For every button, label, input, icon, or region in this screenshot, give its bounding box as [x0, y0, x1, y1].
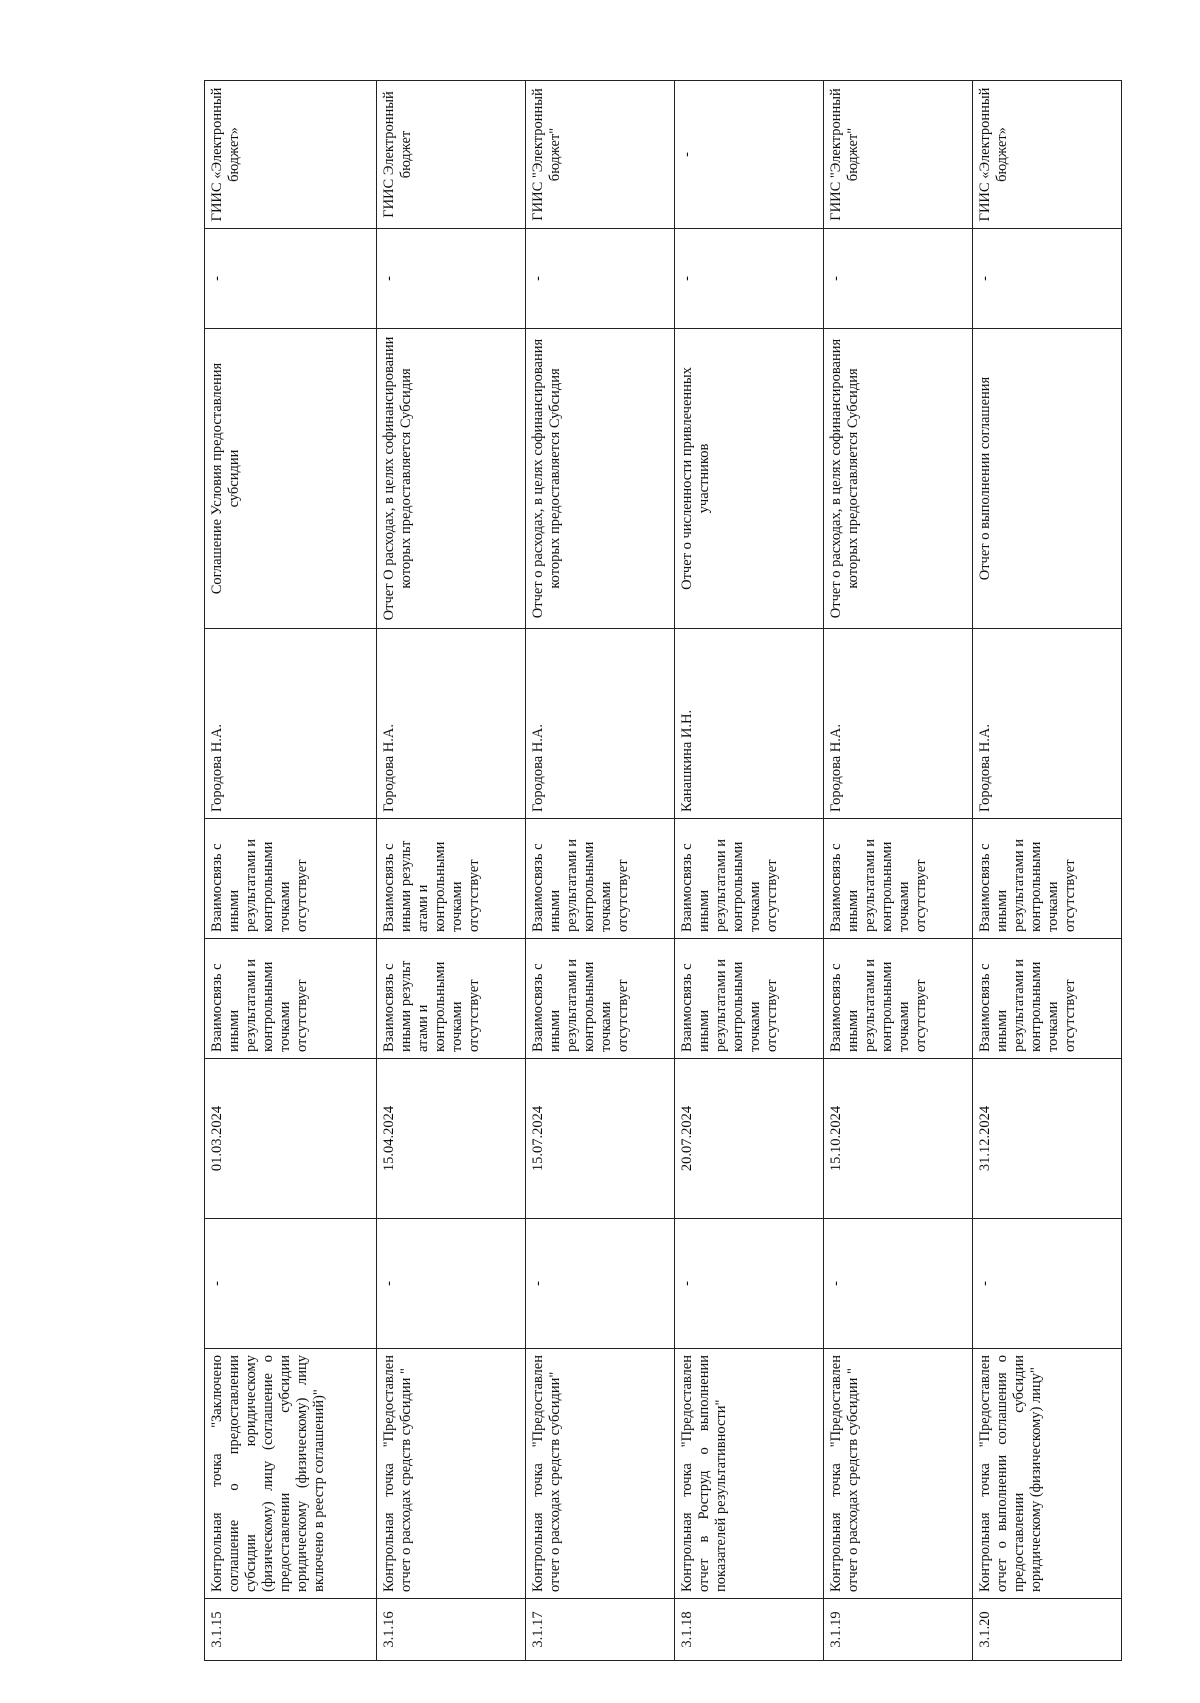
info-system-cell: - — [823, 229, 972, 329]
row-number: 3.1.15 — [205, 1599, 377, 1661]
row-number: 3.1.16 — [376, 1599, 525, 1661]
confirming-document: Отчет о расходах, в целях софинансирования которых предоставляется Субсидия — [525, 329, 674, 629]
row-number: 3.1.17 — [525, 1599, 674, 1661]
predecessor-relation: Взаимосвязь с иными результ атами и контрольными точками отсутствует — [376, 939, 525, 1059]
predecessor-relation: Взаимосвязь с иными результатами и контрольными точками отсутствует — [972, 939, 1121, 1059]
base-value-cell: - — [525, 1219, 674, 1349]
control-point-name: Контрольная точка "Предоставлен отчет о выполнении соглашения о предоставлении субсидии юридическому (физическому) лицу" — [972, 1349, 1121, 1599]
information-system: ГИИС Электронный бюджет — [376, 81, 525, 229]
base-value-cell: - — [972, 1219, 1121, 1349]
due-date: 31.12.2024 — [972, 1059, 1121, 1219]
base-value-cell: - — [376, 1219, 525, 1349]
responsible-person: Городова Н.А. — [376, 629, 525, 819]
confirming-document: Соглашение Условия предоставления субсидии — [205, 329, 377, 629]
row-number: 3.1.18 — [674, 1599, 823, 1661]
confirming-document: Отчет о выполнении соглашения — [972, 329, 1121, 629]
row-number: 3.1.19 — [823, 1599, 972, 1661]
rotated-table-container — [204, 81, 1122, 1661]
predecessor-relation: Взаимосвязь с иными результатами и контрольными точками отсутствует — [823, 939, 972, 1059]
table-row — [376, 81, 525, 1661]
successor-relation: Взаимосвязь с иными результатами и контрольными точками отсутствует — [972, 819, 1121, 939]
information-system: ГИИС "Электронный бюджет" — [525, 81, 674, 229]
information-system: ГИИС «Электронный бюджет» — [972, 81, 1121, 229]
due-date: 15.04.2024 — [376, 1059, 525, 1219]
responsible-person: Городова Н.А. — [823, 629, 972, 819]
due-date: 20.07.2024 — [674, 1059, 823, 1219]
predecessor-relation: Взаимосвязь с иными результатами и контрольными точками отсутствует — [205, 939, 377, 1059]
control-point-name: Контрольная точка "Предоставлен отчет в Роструд о выполнении показателей результативности" — [674, 1349, 823, 1599]
base-value-cell: - — [823, 1219, 972, 1349]
row-number: 3.1.20 — [972, 1599, 1121, 1661]
control-point-name: Контрольная точка "Предоставлен отчет о расходах средств субсидии" — [525, 1349, 674, 1599]
table-row — [972, 81, 1121, 1661]
table-row — [674, 81, 823, 1661]
info-system-cell: - — [674, 229, 823, 329]
successor-relation: Взаимосвязь с иными результатами и контрольными точками отсутствует — [525, 819, 674, 939]
successor-relation: Взаимосвязь с иными результатами и контрольными точками отсутствует — [823, 819, 972, 939]
control-point-name: Контрольная точка "Предоставлен отчет о расходах средств субсидии " — [376, 1349, 525, 1599]
info-system-cell: - — [525, 229, 674, 329]
control-point-name: Контрольная точка "Предоставлен отчет о расходах средств субсидии " — [823, 1349, 972, 1599]
confirming-document: Отчет О расходах, в целях софинансировании которых предоставляется Субсидия — [376, 329, 525, 629]
predecessor-relation: Взаимосвязь с иными результатами и контрольными точками отсутствует — [525, 939, 674, 1059]
due-date: 15.10.2024 — [823, 1059, 972, 1219]
info-system-cell: - — [972, 229, 1121, 329]
responsible-person: Городова Н.А. — [205, 629, 377, 819]
responsible-person: Городова Н.А. — [972, 629, 1121, 819]
due-date: 01.03.2024 — [205, 1059, 377, 1219]
responsible-person: Канашкина И.Н. — [674, 629, 823, 819]
confirming-document: Отчет о расходах, в целях софинансирования которых предоставляется Субсидия — [823, 329, 972, 629]
successor-relation: Взаимосвязь с иными результ атами и контрольными точками отсутствует — [376, 819, 525, 939]
table-row — [525, 81, 674, 1661]
due-date: 15.07.2024 — [525, 1059, 674, 1219]
control-points-table — [204, 80, 1122, 1661]
info-system-cell: - — [205, 229, 377, 329]
information-system: ГИИС "Электронный бюджет" — [823, 81, 972, 229]
table-row — [205, 81, 377, 1661]
control-point-name: Контрольная точка "Заключено соглашение о предоставлении субсидии юридическому (физическому) лицу (соглашение о предоставлении субсидии юридическому (физическому) лицу включено в реестр соглашений)" — [205, 1349, 377, 1599]
confirming-document: Отчет о численности привлеченных участников — [674, 329, 823, 629]
base-value-cell: - — [205, 1219, 377, 1349]
info-system-cell: - — [376, 229, 525, 329]
information-system: ГИИС «Электронный бюджет» — [205, 81, 377, 229]
base-value-cell: - — [674, 1219, 823, 1349]
successor-relation: Взаимосвязь с иными результатами и контрольными точками отсутствует — [205, 819, 377, 939]
responsible-person: Городова Н.А. — [525, 629, 674, 819]
predecessor-relation: Взаимосвязь с иными результатами и контрольными точками отсутствует — [674, 939, 823, 1059]
table-row — [823, 81, 972, 1661]
successor-relation: Взаимосвязь с иными результатами и контрольными точками отсутствует — [674, 819, 823, 939]
information-system: - — [674, 81, 823, 229]
